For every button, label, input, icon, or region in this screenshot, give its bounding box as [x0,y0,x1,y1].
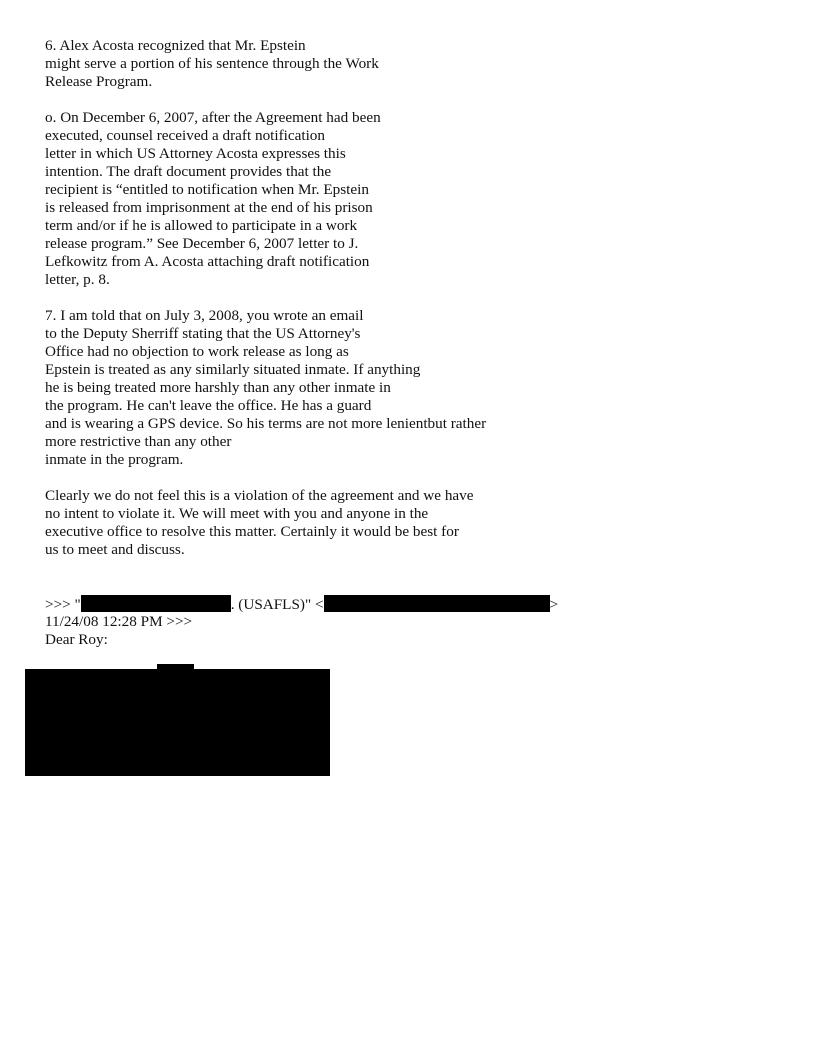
text-line: Release Program. [45,73,153,90]
text-line: intention. The draft document provides that the [45,163,332,180]
text-line: recipient is “entitled to notification when Mr. Epstein [45,181,369,198]
email-prefix: >>> " [45,596,81,613]
redacted-sender-name [81,595,231,612]
redaction-block [25,669,330,776]
text-line: inmate in the program. [45,451,184,468]
paragraph-7 [45,307,486,469]
paragraph-closing [45,487,473,559]
text-line: us to meet and discuss. [45,541,185,558]
text-line: executed, counsel received a draft notification [45,127,325,144]
email-timestamp: 11/24/08 12:28 PM >>> [45,613,193,630]
email-header [45,595,558,649]
paragraph-6 [45,37,379,91]
text-line: Clearly we do not feel this is a violation of the agreement and we have [45,487,474,504]
text-line: Epstein is treated as any similarly situated inmate. If anything [45,361,421,378]
text-line: no intent to violate it. We will meet with you and anyone in the [45,505,429,522]
text-line: to the Deputy Sherriff stating that the US Attorney's [45,325,361,342]
text-line: might serve a portion of his sentence through the Work [45,55,379,72]
text-line: release program.” See December 6, 2007 letter to J. [45,235,359,252]
text-line: 6. Alex Acosta recognized that Mr. Epstein [45,37,306,54]
text-line: more restrictive than any other [45,433,232,450]
text-line: executive office to resolve this matter. Certainly it would be best for [45,523,459,540]
email-sender-line [45,595,558,613]
text-line: Office had no objection to work release as long as [45,343,349,360]
text-line: and is wearing a GPS device. So his terms are not more lenientbut rather [45,415,487,432]
text-line: he is being treated more harshly than any other inmate in [45,379,391,396]
text-line: Lefkowitz from A. Acosta attaching draft notification [45,253,370,270]
text-line: is released from imprisonment at the end of his prison [45,199,373,216]
text-line: letter, p. 8. [45,271,110,288]
email-salutation: Dear Roy: [45,631,108,648]
redacted-sender-email [324,595,550,612]
email-close: > [549,596,559,613]
text-line: o. On December 6, 2007, after the Agreement had been [45,109,381,126]
text-line: the program. He can't leave the office. He has a guard [45,397,372,414]
paragraph-o [45,109,381,289]
text-line: term and/or if he is allowed to participate in a work [45,217,358,234]
text-line: 7. I am told that on July 3, 2008, you wrote an email [45,307,364,324]
text-line: letter in which US Attorney Acosta expresses this [45,145,346,162]
email-sender-suffix: . (USAFLS)" < [230,596,324,613]
